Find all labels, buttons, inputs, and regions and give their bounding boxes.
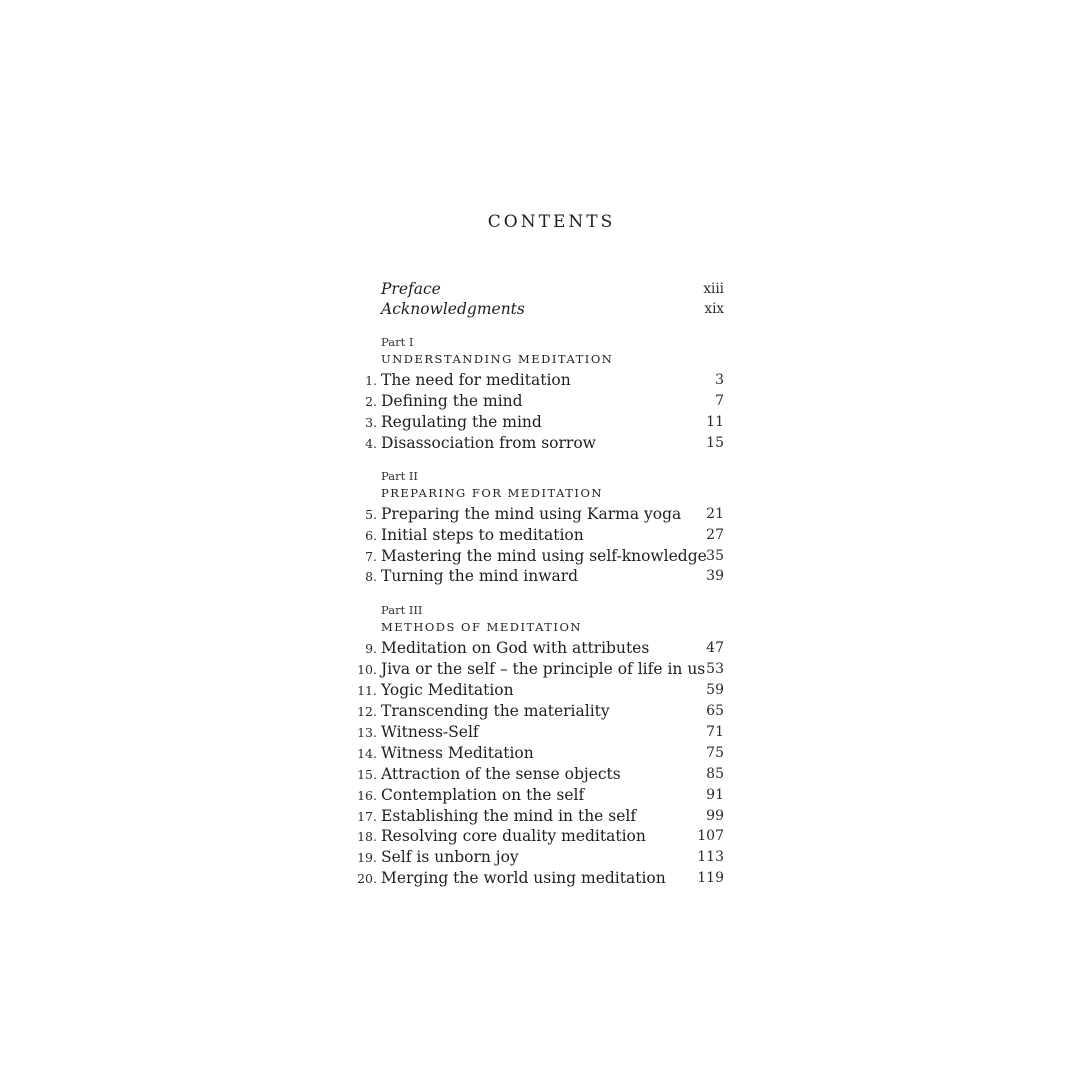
toc-entry[interactable]: [350, 785, 724, 806]
entry-number: 13.: [357, 725, 377, 740]
entry-title: Contemplation on the self: [381, 786, 585, 804]
toc-entry[interactable]: [350, 638, 724, 659]
entry-number: 5.: [365, 507, 377, 522]
toc-entry[interactable]: [350, 659, 724, 680]
entry-page: 11: [706, 414, 724, 430]
toc-entry[interactable]: [350, 847, 724, 868]
entry-title: Self is unborn joy: [381, 848, 519, 866]
entry-page: 107: [697, 828, 724, 844]
entry-number: 18.: [357, 829, 377, 844]
entry-title: Transcending the materiality: [381, 702, 610, 720]
entry-page: 75: [706, 745, 724, 761]
entry-number: 8.: [365, 569, 377, 584]
entry-title: Acknowledgments: [381, 300, 525, 318]
entry-title: Attraction of the sense objects: [381, 765, 621, 783]
entry-title: Preface: [381, 280, 441, 298]
entry-page: 119: [697, 870, 724, 886]
entry-number: 19.: [357, 850, 377, 865]
entry-title: Meditation on God with attributes: [381, 639, 650, 657]
part-title: UNDERSTANDING MEDITATION: [381, 352, 614, 366]
entry-page: 85: [706, 766, 724, 782]
entry-number: 10.: [357, 662, 377, 677]
entry-page: xiii: [703, 281, 724, 297]
entry-number: 7.: [365, 549, 377, 564]
toc-entry[interactable]: [350, 764, 724, 785]
entry-page: 71: [706, 724, 724, 740]
entry-title: Merging the world using meditation: [381, 869, 666, 887]
entry-title: Defining the mind: [381, 392, 523, 410]
entry-page: 113: [697, 849, 724, 865]
entry-number: 16.: [357, 788, 377, 803]
entry-title: Initial steps to meditation: [381, 526, 584, 544]
entry-number: 20.: [357, 871, 377, 886]
toc-entry-preface[interactable]: [350, 279, 724, 300]
toc-entry[interactable]: [350, 504, 724, 525]
toc-entry[interactable]: [350, 722, 724, 743]
toc-entry[interactable]: [350, 370, 724, 391]
entry-number: 9.: [365, 641, 377, 656]
entry-page: 39: [706, 568, 724, 584]
toc-entry[interactable]: [350, 868, 724, 889]
entry-page: 21: [706, 506, 724, 522]
entry-page: 53: [706, 661, 724, 677]
part-label: Part II: [381, 469, 418, 483]
entry-page: 35: [706, 548, 724, 564]
part-label: Part I: [381, 335, 414, 349]
page-title: CONTENTS: [487, 212, 616, 232]
entry-title: Disassociation from sorrow: [381, 434, 596, 452]
entry-page: 59: [706, 682, 724, 698]
part-title: PREPARING FOR MEDITATION: [381, 486, 603, 500]
toc-entry[interactable]: [350, 743, 724, 764]
entry-title: Mastering the mind using self-knowledge: [381, 547, 707, 565]
entry-page: 27: [706, 527, 724, 543]
entry-number: 17.: [357, 809, 377, 824]
part-title: METHODS OF MEDITATION: [381, 620, 582, 634]
entry-title: Jiva or the self – the principle of life in us: [381, 660, 706, 678]
entry-title: Regulating the mind: [381, 413, 542, 431]
entry-number: 12.: [357, 704, 377, 719]
entry-number: 4.: [365, 436, 377, 451]
entry-page: 91: [706, 787, 724, 803]
toc-entry[interactable]: [350, 680, 724, 701]
toc-entry[interactable]: [350, 546, 724, 567]
entry-number: 2.: [365, 394, 377, 409]
entry-title: Establishing the mind in the self: [381, 807, 637, 825]
part-label: Part III: [381, 603, 423, 617]
entry-page: 3: [715, 372, 724, 388]
entry-title: The need for meditation: [381, 371, 571, 389]
entry-title: Turning the mind inward: [381, 567, 579, 585]
entry-page: 7: [715, 393, 724, 409]
toc-entry[interactable]: [350, 826, 724, 847]
entry-page: 65: [706, 703, 724, 719]
entry-number: 14.: [357, 746, 377, 761]
entry-title: Witness-Self: [381, 723, 479, 741]
toc-entry[interactable]: [350, 566, 724, 587]
entry-page: 15: [706, 435, 724, 451]
entry-title: Witness Meditation: [381, 744, 534, 762]
entry-title: Resolving core duality meditation: [381, 827, 646, 845]
entry-page: 99: [706, 808, 724, 824]
entry-number: 3.: [365, 415, 377, 430]
toc-entry[interactable]: [350, 391, 724, 412]
toc-entry[interactable]: [350, 701, 724, 722]
toc-entry[interactable]: [350, 806, 724, 827]
toc-entry[interactable]: [350, 525, 724, 546]
entry-number: 15.: [357, 767, 377, 782]
entry-number: 1.: [365, 373, 377, 388]
toc-entry[interactable]: [350, 433, 724, 454]
toc-entry[interactable]: [350, 412, 724, 433]
entry-title: Yogic Meditation: [381, 681, 514, 699]
toc-entry-acknowledgments[interactable]: [350, 299, 724, 320]
entry-page: 47: [706, 640, 724, 656]
entry-page: xix: [704, 301, 724, 317]
entry-number: 6.: [365, 528, 377, 543]
entry-title: Preparing the mind using Karma yoga: [381, 505, 682, 523]
entry-number: 11.: [357, 683, 377, 698]
